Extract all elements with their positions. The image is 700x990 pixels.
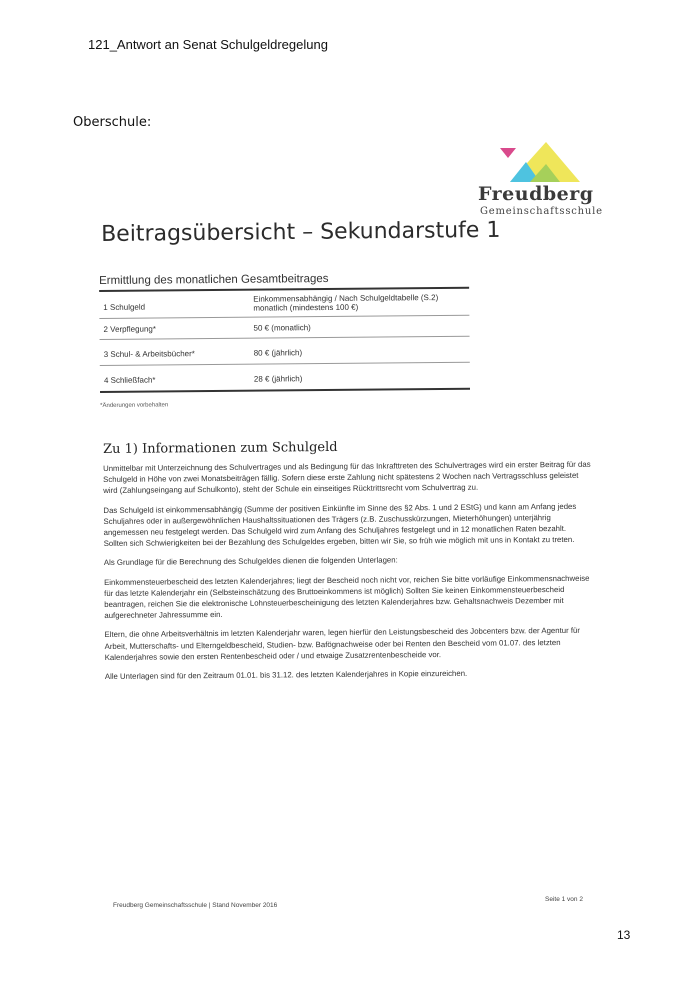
row-label: 1 Schulgeld	[103, 302, 146, 312]
paragraph: Als Grundlage für die Berechnung des Schulgeldes dienen die folgenden Unterlagen:	[103, 555, 398, 568]
file-header: 121_Antwort an Senat Schulgeldregelung	[88, 37, 328, 52]
logo-mark-icon	[500, 140, 580, 182]
school-logo	[478, 140, 603, 222]
document-item: Alle Unterlagen sind für den Zeitraum 01.01. bis 31.12. des letzten Kalenderjahres in Kopie einzureichen.	[104, 668, 468, 682]
row-label: 2 Verpflegung*	[103, 324, 157, 334]
paragraph: Unmittelbar mit Unterzeichnung des Schulvertrages und als Bedingung für das Inkrafttreten des Schulvertrages wird ein erster Beitrag für das Schulgeld in Höhe von zwei Monatsbeiträgen fällig. Sofern diese erste Zahlung nicht spätestens 2 Wochen nach Vertragsschluss geleistet wird (Zahlungseingang auf Schulkonto), steht der Schule ein einseitiges Rücktrittsrecht vom Schulvertrag zu.	[103, 459, 591, 496]
page-number: 13	[617, 928, 631, 942]
table-row	[99, 289, 469, 319]
page-title: Beitragsübersicht – Sekundarstufe 1	[101, 217, 501, 247]
row-label: 3 Schul- & Arbeitsbücher*	[103, 349, 195, 359]
row-value: 50 € (monatlich)	[253, 323, 311, 333]
body-text	[103, 459, 593, 690]
logo-name: Freudberg	[478, 183, 594, 205]
row-value: 28 € (jährlich)	[253, 374, 303, 384]
table-footnote: *Änderungen vorbehalten	[100, 402, 169, 409]
footer-left: Freudberg Gemeinschaftsschule | Stand November 2016	[113, 902, 278, 909]
logo-subtitle: Gemeinschaftsschule	[480, 206, 603, 217]
table-row	[100, 363, 470, 393]
row-value-line: monatlich (mindestens 100 €)	[253, 302, 359, 313]
row-value	[249, 289, 469, 317]
table-title: Ermittlung des monatlichen Gesamtbeitrages	[99, 272, 469, 292]
fee-table	[99, 272, 470, 409]
row-label: 4 Schließfach*	[103, 375, 156, 385]
document-item: Einkommensteuerbescheid des letzten Kalenderjahres; liegt der Bescheid noch nicht vor, reichen Sie bitte vorläufige Einkommensnachweise für das letzte Kalenderjahr ein (Selbsteinschätzung des Bruttoeinkommens ist möglich) Sollten Sie keinen Einkommensteuerbescheid beantragen, reichen Sie die elektronische Lohnsteuerbescheinigung des letzten Kalenderjahres bzw. Gehaltsnachweis Dezember mit aufgerechneter Jahressumme ein.	[104, 573, 590, 621]
row-value-line: Einkommensabhängig / Nach Schulgeldtabelle (S.2)	[253, 293, 439, 304]
section-label: Oberschule:	[73, 115, 152, 130]
paragraph: Das Schulgeld ist einkommensabhängig (Summe der positiven Einkünfte im Sinne des §2 Abs. 1 und 2 EStG) und kann am Anfang jedes Schuljahres oder in außergewöhnlichen Haushaltssituationen des Trägers (z.B. Zuschusskürzungen, Mieterhöhungen) unterjährig angemessen neu festgelegt werden. Das Schulgeld wird zum Anfang des Schuljahres festgelegt und in 12 monatlichen Raten bezahlt. Sollten sich Schwierigkeiten bei der Bezahlung des Schulgeldes ergeben, bitten wir Sie, so früh wie möglich mit uns in Kontakt zu treten.	[103, 501, 577, 549]
table-row	[100, 337, 470, 366]
document-item: Eltern, die ohne Arbeitsverhältnis im letzten Kalenderjahr waren, legen hierfür den Leistungsbescheid des Jobcenters bzw. der Agentur für Arbeit, Mutterschafts- und Elterngeldbescheid, Studien- bzw. Bafögnachweise oder bei Renten den Bescheid vom 01.07. des letzten Kalenderjahres sowie den ersten Rentenbescheid oder / und etwaige Zusatzrentenbescheide vor.	[104, 626, 580, 662]
section-heading: Zu 1) Informationen zum Schulgeld	[103, 439, 338, 457]
row-value: 80 € (jährlich)	[253, 348, 303, 358]
footer-right: Seite 1 von 2	[545, 896, 583, 903]
